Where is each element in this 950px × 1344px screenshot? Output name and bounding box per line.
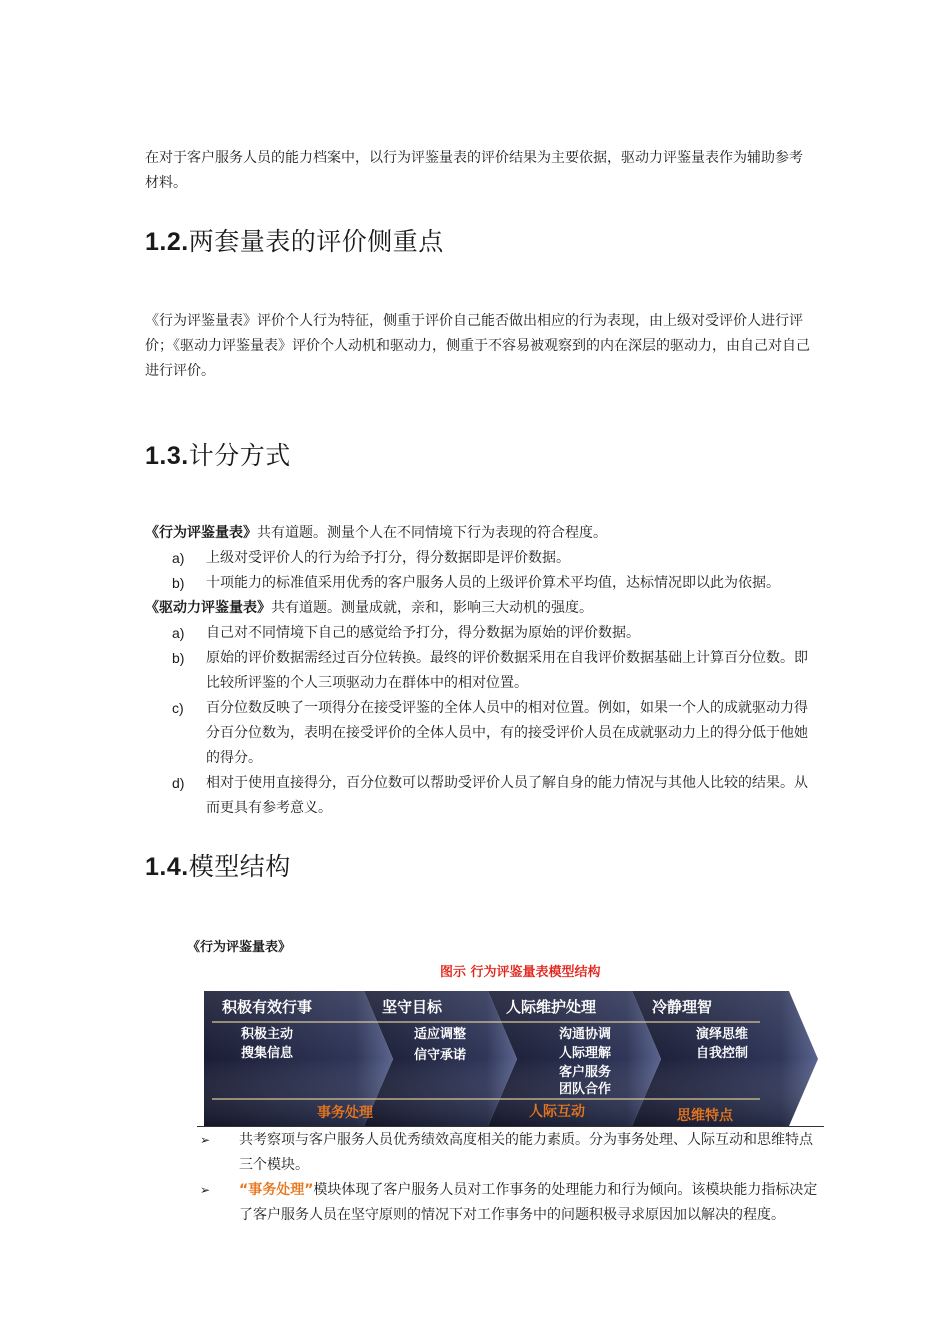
paragraph-text: 评价个人行为特征，侧重于评价自己能否做出相应的行为表现，由上级对受评价人进行评价；《驱动力评鉴量表》评价个人动机和驱动力，侧重于不容易被观察到的内在深层的驱动力，由自己对自己进行评价。 [145,313,810,379]
list-marker: b) [172,575,185,591]
list-marker: a) [172,625,185,641]
diagram-item: 适应调整 [414,1027,467,1042]
arrow-bullet-icon: ➢ [200,1133,211,1147]
list-marker: b) [172,650,185,666]
paragraph-1-2 [145,309,815,384]
diagram-module: 人际互动 [529,1104,585,1120]
list-marker: a) [172,550,185,566]
diagram-item: 演绎思维 [696,1027,749,1042]
scale1-name: 《行为评鉴量表》 [145,525,257,541]
diagram-head: 冷静理智 [652,998,713,1016]
list-text: 百分位数反映了一项得分在接受评鉴的全体人员中的相对位置。例如，如果一个人的成就驱动力得分百分位数为，表明在接受评价的全体人员中，有的接受评价人员在成就驱动力上的得分低于他她的得分。 [206,700,808,766]
model-structure-diagram [204,991,824,1126]
diagram-module: 思维特点 [677,1108,733,1124]
list-text: 原始的评价数据需经过百分位转换。最终的评价数据采用在自我评价数据基础上计算百分位数。即比较所评鉴的个人三项驱动力在群体中的相对位置。 [206,650,808,691]
scale1-desc: 共有道题。测量个人在不同情境下行为表现的符合程度。 [257,525,607,541]
diagram-head: 积极有效行事 [222,998,313,1016]
heading-number: 1.2. [145,228,189,256]
diagram-module: 事务处理 [317,1105,373,1121]
diagram-head: 人际维护处理 [506,998,597,1016]
scale1-line [145,521,825,546]
diagram-item: 沟通协调 [559,1027,612,1042]
diagram-item: 信守承诺 [414,1048,467,1063]
arrow-bullet-icon: ➢ [200,1183,211,1197]
scale2-desc: 共有道题。测量成就，亲和，影响三大动机的强度。 [271,600,593,616]
diagram-item: 搜集信息 [241,1046,294,1061]
bullet-text-wrap [239,1178,824,1228]
scale2-name: 《驱动力评鉴量表》 [145,600,271,616]
diagram-item: 自我控制 [696,1046,749,1061]
heading-1-3 [145,440,291,472]
list-text: 自己对不同情境下自己的感觉给予打分，得分数据为原始的评价数据。 [206,625,640,641]
diagram-item: 人际理解 [559,1046,612,1061]
diagram-item: 团队合作 [559,1082,612,1097]
figure-label: 《行为评鉴量表》 [187,940,292,955]
bullet-text: 模块体现了客户服务人员对工作事务的处理能力和行为倾向。该模块能力指标决定了客户服务人员在坚守原则的情况下对工作事务中的问题积极寻求原因加以解决的程度。 [239,1182,818,1223]
diagram-item: 客户服务 [559,1065,612,1080]
list-marker: d) [172,775,185,791]
heading-number: 1.3. [145,442,189,470]
diagram-item: 积极主动 [241,1027,294,1042]
list-text: 上级对受评价人的行为给予打分，得分数据即是评价数据。 [206,550,570,566]
list-marker: c) [172,700,184,716]
scale-name: 《行为评鉴量表》 [145,313,257,329]
heading-1-2 [145,226,444,258]
heading-1-4 [145,851,291,883]
heading-title: 计分方式 [188,441,291,470]
scale2-line [145,596,825,621]
bullet-highlight: “事务处理” [239,1182,314,1198]
figure-underline [197,1126,824,1127]
diagram-head: 坚守目标 [382,998,443,1016]
figure-title: 图示 行为评鉴量表模型结构 [440,965,601,980]
heading-title: 模型结构 [188,852,291,881]
heading-number: 1.4. [145,853,189,881]
bullet-text: 共考察项与客户服务人员优秀绩效高度相关的能力素质。分为事务处理、人际互动和思维特点三个模块。 [239,1132,813,1173]
list-text: 十项能力的标准值采用优秀的客户服务人员的上级评价算术平均值，达标情况即以此为依据。 [206,575,780,591]
heading-title: 两套量表的评价侧重点 [188,227,444,256]
intro-paragraph: 在对于客户服务人员的能力档案中，以行为评鉴量表的评价结果为主要依据，驱动力评鉴量表作为辅助参考材料。 [145,150,803,191]
list-text: 相对于使用直接得分，百分位数可以帮助受评价人员了解自身的能力情况与其他人比较的结果。从而更具有参考意义。 [206,775,808,816]
